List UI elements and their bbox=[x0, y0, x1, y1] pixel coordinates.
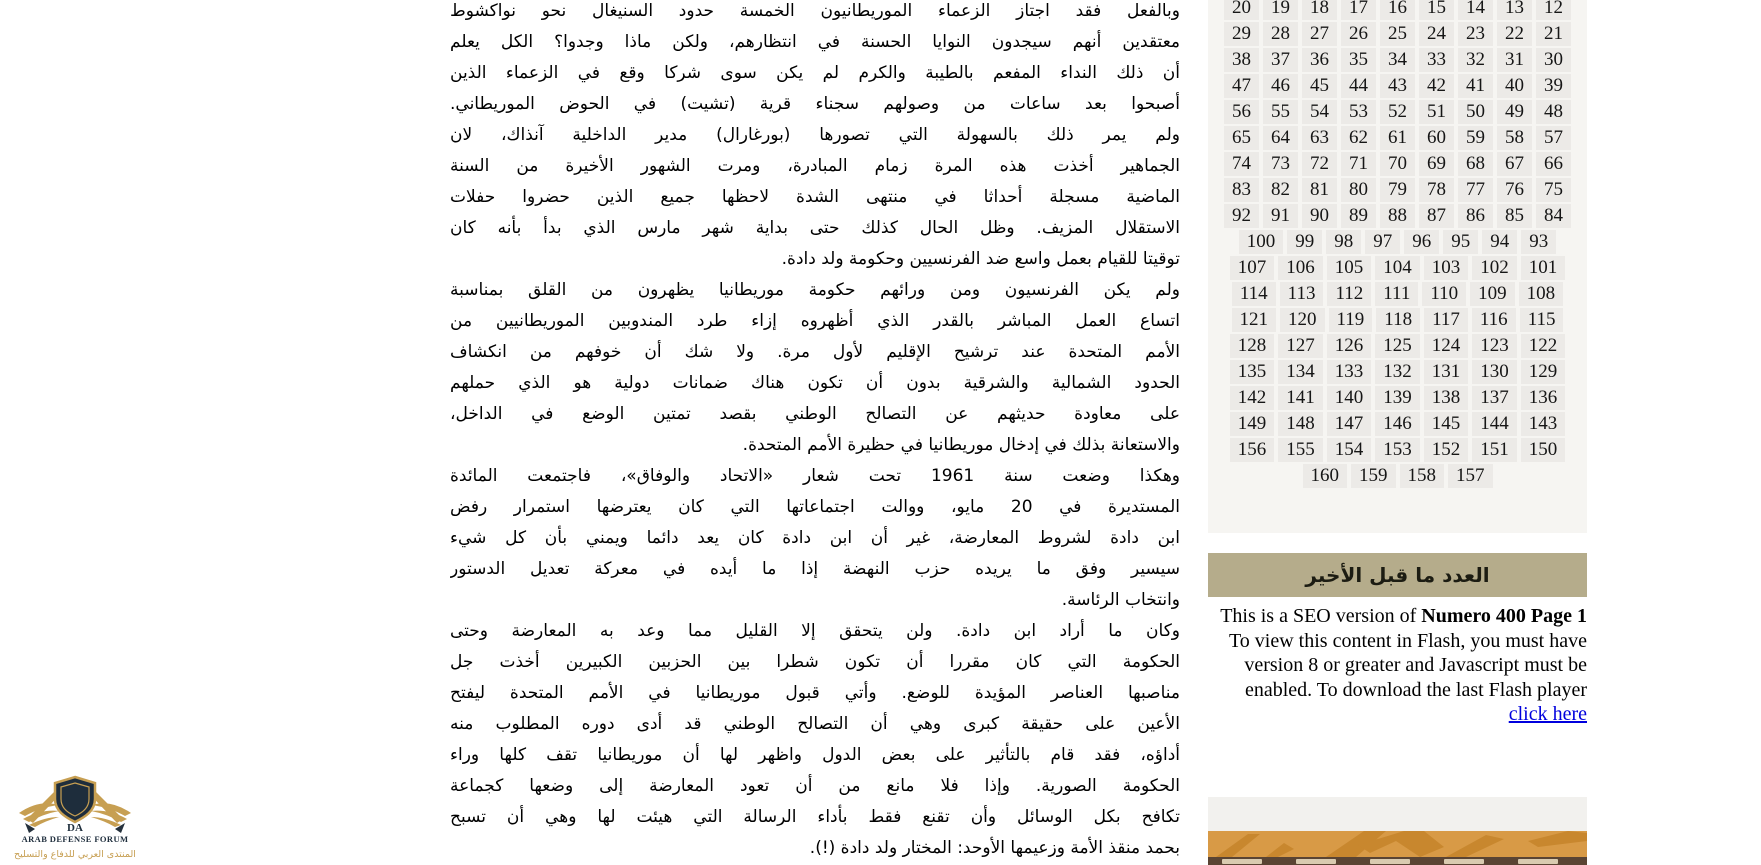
page-link[interactable]: 88 bbox=[1380, 204, 1415, 228]
page-link[interactable]: 60 bbox=[1419, 126, 1454, 150]
article-line: الأمم المتحدة عند ترشيح الإقليم لأول مرة. ولا شك أن خوفهم من انكشاف bbox=[450, 342, 1180, 362]
page-link[interactable]: 107 bbox=[1230, 256, 1275, 280]
page-link[interactable]: 19 bbox=[1263, 0, 1298, 20]
page-link[interactable]: 121 bbox=[1232, 308, 1277, 332]
article-line: الجماهير أخذت هذه المرة زمام المبادرة، ومرت الشهور الأخيرة من السنة bbox=[450, 156, 1180, 176]
page-link[interactable]: 115 bbox=[1520, 308, 1564, 332]
article-line: تكافح بكل الوسائل وأن تقنع فقط بأداء الرسالة التي هيئت لها وهي أن تسبح bbox=[450, 807, 1180, 827]
page-link[interactable]: 53 bbox=[1341, 100, 1376, 124]
page-link[interactable]: 47 bbox=[1224, 74, 1259, 98]
page-link[interactable]: 124 bbox=[1424, 334, 1469, 358]
page-link[interactable]: 57 bbox=[1536, 126, 1571, 150]
issue-thumbnail[interactable] bbox=[1208, 797, 1587, 865]
issue-header-bar bbox=[1208, 553, 1587, 597]
logo-monogram: DA bbox=[67, 822, 83, 834]
page-link[interactable]: 67 bbox=[1497, 152, 1532, 176]
page-link[interactable]: 156 bbox=[1230, 438, 1275, 462]
page-link[interactable]: 101 bbox=[1521, 256, 1566, 280]
page-link[interactable]: 66 bbox=[1536, 152, 1571, 176]
page-link[interactable]: 77 bbox=[1458, 178, 1493, 202]
page-link[interactable]: 15 bbox=[1419, 0, 1454, 20]
pagination-row bbox=[1208, 177, 1587, 203]
issue-header-label: العدد ما قبل الأخير bbox=[1305, 563, 1490, 587]
page-link[interactable]: 75 bbox=[1536, 178, 1571, 202]
document-title: Numero 400 Page 1 bbox=[1421, 605, 1587, 627]
page-link[interactable]: 143 bbox=[1521, 412, 1566, 436]
page-link[interactable]: 44 bbox=[1341, 74, 1376, 98]
thumbnail-top-strip bbox=[1208, 797, 1587, 831]
pagination-row bbox=[1208, 437, 1587, 463]
article-line: أداؤه، فقد قام بالتأثير على بعض الدول واظهر لها أن موريطانيا تقف كلها وراء bbox=[450, 745, 1180, 765]
article-line: الحكومة الصورية. وإذا فلا مانع من أن تعود المعارضة إلى وضعها كجماعة bbox=[450, 776, 1180, 796]
page-link[interactable]: 21 bbox=[1536, 22, 1571, 46]
flash-text: To view this content in Flash, you must have version 8 or greater and Javascript must be enabled. To download the last Flash player bbox=[1228, 629, 1587, 701]
page-link[interactable]: 25 bbox=[1380, 22, 1415, 46]
article-line: مناصبها العناصر المؤيدة للوضع. وأتي قبول موريطانيا في الأمم المتحدة ليفتح bbox=[450, 683, 1180, 703]
page-link[interactable]: 126 bbox=[1327, 334, 1372, 358]
article-line: الأعين على حقيقة كبرى وهي أن التصالح الوطني قد أدى دوره المطلوب منه bbox=[450, 714, 1180, 734]
page-link[interactable]: 27 bbox=[1302, 22, 1337, 46]
article-line: معتقدين أنهم سيجدون النوايا الحسنة في انتظارهم، ولكن ماذا وجدوا؟ الكل يعلم bbox=[450, 32, 1180, 52]
page-link[interactable]: 90 bbox=[1302, 204, 1337, 228]
page-link[interactable]: 136 bbox=[1521, 386, 1566, 410]
page-link[interactable]: 38 bbox=[1224, 48, 1259, 72]
article-line: ولم يمر ذلك بالسهولة التي تصورها (بورغارال) مدير الداخلية آنذاك، لان bbox=[450, 125, 1180, 145]
page-link[interactable]: 128 bbox=[1230, 334, 1275, 358]
article-line: المستديرة في 20 مايو، ووالت اجتماعاتها التي كان يعترضها استمرار رفض bbox=[450, 497, 1180, 517]
page-link[interactable]: 84 bbox=[1536, 204, 1571, 228]
page-link[interactable]: 39 bbox=[1536, 74, 1571, 98]
pagination-row bbox=[1208, 411, 1587, 437]
page-link[interactable]: 152 bbox=[1424, 438, 1469, 462]
article-line: توقيتا للقيام بعمل واسع ضد الفرنسيين وحكومة ولد دادة. bbox=[781, 249, 1180, 269]
page-link[interactable]: 32 bbox=[1458, 48, 1493, 72]
pagination-row bbox=[1208, 307, 1587, 333]
article-line: ابن دادة لشروط المعارضة، غير أن ابن دادة كان يعد دائما ويمني بأن كل شيء bbox=[450, 528, 1180, 548]
page-link[interactable]: 155 bbox=[1278, 438, 1323, 462]
page-link[interactable]: 159 bbox=[1351, 464, 1396, 488]
article-line: سيسير وفق ما يريده حزب النهضة إذا ما أيده في معركة تعديل الدستور bbox=[450, 559, 1180, 579]
page-link[interactable]: 138 bbox=[1424, 386, 1469, 410]
page-link[interactable]: 40 bbox=[1497, 74, 1532, 98]
page-link[interactable]: 140 bbox=[1327, 386, 1372, 410]
page-link[interactable]: 82 bbox=[1263, 178, 1298, 202]
article-line: ولم يكن الفرنسيون ومن ورائهم حكومة موريطانيا يظهرون من القلق بمناسبة bbox=[450, 280, 1180, 300]
page-link[interactable]: 149 bbox=[1230, 412, 1275, 436]
page-link[interactable]: 94 bbox=[1482, 230, 1517, 254]
page-link[interactable]: 160 bbox=[1303, 464, 1348, 488]
page-link[interactable]: 146 bbox=[1375, 412, 1420, 436]
pagination-row bbox=[1208, 0, 1587, 21]
pagination-row bbox=[1208, 73, 1587, 99]
page-link[interactable]: 18 bbox=[1302, 0, 1337, 20]
flash-download-link[interactable]: click here bbox=[1508, 703, 1587, 725]
page-link[interactable]: 72 bbox=[1302, 152, 1337, 176]
page-link[interactable]: 36 bbox=[1302, 48, 1337, 72]
page-link[interactable]: 91 bbox=[1263, 204, 1298, 228]
page-link[interactable]: 132 bbox=[1375, 360, 1420, 384]
page-link[interactable]: 154 bbox=[1327, 438, 1372, 462]
page-link[interactable]: 108 bbox=[1519, 282, 1564, 306]
pagination-row bbox=[1208, 333, 1587, 359]
article-line: اتساع العمل المباشر بالقدر الذي أظهروه إزاء طرد المندوبين الموريطانيين من bbox=[450, 311, 1180, 331]
page-link[interactable]: 50 bbox=[1458, 100, 1493, 124]
page-link[interactable]: 28 bbox=[1263, 22, 1298, 46]
page-link[interactable]: 114 bbox=[1232, 282, 1276, 306]
arab-defense-forum-logo bbox=[13, 773, 137, 865]
page-link[interactable]: 63 bbox=[1302, 126, 1337, 150]
article-line: الحكومة التي كان مقررا أن تكون شطرا بين الحزبين الكبيرين أخذت جل bbox=[450, 652, 1180, 672]
article-line: وكان ما أراد ابن دادة. ولن يتحقق إلا القليل مما وعد به المعارضة وحتى bbox=[450, 621, 1180, 641]
page-link[interactable]: 111 bbox=[1375, 282, 1418, 306]
page-link[interactable]: 81 bbox=[1302, 178, 1337, 202]
pagination-row bbox=[1208, 385, 1587, 411]
page-link[interactable]: 58 bbox=[1497, 126, 1532, 150]
page-link[interactable]: 125 bbox=[1375, 334, 1420, 358]
page-link[interactable]: 104 bbox=[1375, 256, 1420, 280]
article-line: أن ذلك النداء المفعم بالطيبة والكرم لم يكن سوى شركا وقع في الزعماء الذين bbox=[450, 63, 1180, 83]
page-link[interactable]: 29 bbox=[1224, 22, 1259, 46]
seo-version-text bbox=[1208, 604, 1587, 629]
page-link[interactable]: 141 bbox=[1278, 386, 1323, 410]
page-link[interactable]: 56 bbox=[1224, 100, 1259, 124]
pagination-row bbox=[1208, 281, 1587, 307]
page-link[interactable]: 110 bbox=[1422, 282, 1466, 306]
page-link[interactable]: 100 bbox=[1239, 230, 1284, 254]
pagination-row bbox=[1208, 47, 1587, 73]
page-link[interactable]: 68 bbox=[1458, 152, 1493, 176]
pagination-row bbox=[1208, 151, 1587, 177]
pagination-row bbox=[1208, 229, 1587, 255]
page-link[interactable]: 99 bbox=[1287, 230, 1322, 254]
page-link[interactable]: 113 bbox=[1280, 282, 1324, 306]
page-link[interactable]: 133 bbox=[1327, 360, 1372, 384]
page-link[interactable]: 97 bbox=[1365, 230, 1400, 254]
page-link[interactable]: 106 bbox=[1278, 256, 1323, 280]
page-link[interactable]: 86 bbox=[1458, 204, 1493, 228]
page-link[interactable]: 151 bbox=[1472, 438, 1517, 462]
shield-icon bbox=[55, 777, 95, 822]
page-link[interactable]: 17 bbox=[1341, 0, 1376, 20]
page-link[interactable]: 139 bbox=[1375, 386, 1420, 410]
page-link[interactable]: 137 bbox=[1472, 386, 1517, 410]
seo-note bbox=[1208, 604, 1587, 727]
page-link[interactable]: 78 bbox=[1419, 178, 1454, 202]
page-link[interactable]: 127 bbox=[1278, 334, 1323, 358]
article-line: على معاودة حديثهم عن التصالح الوطني بقصد تمتين الوضع في الداخل، bbox=[450, 404, 1180, 424]
page-link[interactable]: 122 bbox=[1521, 334, 1566, 358]
article-line: الماضية مسجلة أحداثا في منتهى الشدة لاحظها جميع الذين حضروا حفلات bbox=[450, 187, 1180, 207]
page-link[interactable]: 74 bbox=[1224, 152, 1259, 176]
page-link[interactable]: 13 bbox=[1497, 0, 1532, 20]
page-link[interactable]: 49 bbox=[1497, 100, 1532, 124]
page-link[interactable]: 119 bbox=[1329, 308, 1373, 332]
page-link[interactable]: 54 bbox=[1302, 100, 1337, 124]
page-link[interactable]: 52 bbox=[1380, 100, 1415, 124]
article-line: بحمد منقذ الأمة وزعيمها الأوحد: المختار ولد دادة (!). bbox=[809, 838, 1180, 858]
page-link[interactable]: 135 bbox=[1230, 360, 1275, 384]
pagination-row bbox=[1208, 463, 1587, 489]
page-link[interactable]: 22 bbox=[1497, 22, 1532, 46]
page-link[interactable]: 69 bbox=[1419, 152, 1454, 176]
logo-title-en: ARAB DEFENSE FORUM bbox=[21, 834, 129, 844]
article-line: وانتخاب الرئاسة. bbox=[1061, 590, 1180, 610]
page-link[interactable]: 12 bbox=[1536, 0, 1571, 20]
page-link[interactable]: 109 bbox=[1470, 282, 1515, 306]
page-link[interactable]: 120 bbox=[1280, 308, 1325, 332]
page-link[interactable]: 51 bbox=[1419, 100, 1454, 124]
page-link[interactable]: 31 bbox=[1497, 48, 1532, 72]
article-line: الحدود الشمالية والشرقية بدون أن تكون هناك ضمانات دولية هو الذي حملهم bbox=[450, 373, 1180, 393]
pagination-row bbox=[1208, 125, 1587, 151]
page-link[interactable]: 33 bbox=[1419, 48, 1454, 72]
page-link[interactable]: 98 bbox=[1326, 230, 1361, 254]
page-link[interactable]: 103 bbox=[1424, 256, 1469, 280]
page-link[interactable]: 147 bbox=[1327, 412, 1372, 436]
page-link[interactable]: 45 bbox=[1302, 74, 1337, 98]
page-link[interactable]: 26 bbox=[1341, 22, 1376, 46]
page-link[interactable]: 41 bbox=[1458, 74, 1493, 98]
page-link[interactable]: 144 bbox=[1472, 412, 1517, 436]
page-link[interactable]: 34 bbox=[1380, 48, 1415, 72]
thumbnail-cover-art bbox=[1208, 831, 1587, 865]
page-link[interactable]: 43 bbox=[1380, 74, 1415, 98]
seo-intro: This is a SEO version of bbox=[1220, 605, 1422, 627]
pagination-row bbox=[1208, 21, 1587, 47]
page-link[interactable]: 158 bbox=[1400, 464, 1445, 488]
page-link[interactable]: 76 bbox=[1497, 178, 1532, 202]
page-link[interactable]: 71 bbox=[1341, 152, 1376, 176]
pagination-row bbox=[1208, 359, 1587, 385]
page-link[interactable]: 92 bbox=[1224, 204, 1259, 228]
page-link[interactable]: 118 bbox=[1376, 308, 1420, 332]
page-link[interactable]: 129 bbox=[1521, 360, 1566, 384]
article-text bbox=[450, 0, 1180, 864]
page-link[interactable]: 142 bbox=[1230, 386, 1275, 410]
page-link[interactable]: 73 bbox=[1263, 152, 1298, 176]
page-link[interactable]: 87 bbox=[1419, 204, 1454, 228]
page-link[interactable]: 30 bbox=[1536, 48, 1571, 72]
logo-title-ar: المنتدى العربي للدفاع والتسليح bbox=[14, 849, 136, 860]
pagination-row bbox=[1208, 203, 1587, 229]
page-link[interactable]: 64 bbox=[1263, 126, 1298, 150]
page-link[interactable]: 61 bbox=[1380, 126, 1415, 150]
page-link[interactable]: 145 bbox=[1424, 412, 1469, 436]
page-link[interactable]: 79 bbox=[1380, 178, 1415, 202]
page-link[interactable]: 134 bbox=[1278, 360, 1323, 384]
pagination-row bbox=[1208, 99, 1587, 125]
page-link[interactable]: 83 bbox=[1224, 178, 1259, 202]
page-link[interactable]: 62 bbox=[1341, 126, 1376, 150]
page-link[interactable]: 95 bbox=[1443, 230, 1478, 254]
page-link[interactable]: 24 bbox=[1419, 22, 1454, 46]
page-link[interactable]: 85 bbox=[1497, 204, 1532, 228]
page-link[interactable]: 46 bbox=[1263, 74, 1298, 98]
page-link[interactable]: 80 bbox=[1341, 178, 1376, 202]
page-link[interactable]: 59 bbox=[1458, 126, 1493, 150]
page-link[interactable]: 37 bbox=[1263, 48, 1298, 72]
page-link[interactable]: 157 bbox=[1448, 464, 1493, 488]
page-link[interactable]: 55 bbox=[1263, 100, 1298, 124]
page-link[interactable]: 65 bbox=[1224, 126, 1259, 150]
article-line: وبالفعل فقد اجتاز الزعماء الموريطانيون الخمسة حدود السنيغال نحو نواكشوط bbox=[450, 1, 1180, 21]
page-link[interactable]: 96 bbox=[1404, 230, 1439, 254]
page-link[interactable]: 123 bbox=[1472, 334, 1517, 358]
article-line: الاستقلال المزيف. وظل الحال كذلك حتى بداية شهر مارس الذي بدأ بأنه كان bbox=[450, 218, 1180, 238]
page-link[interactable]: 148 bbox=[1278, 412, 1323, 436]
page-link[interactable]: 105 bbox=[1327, 256, 1372, 280]
page-link[interactable]: 116 bbox=[1472, 308, 1516, 332]
page-link[interactable]: 35 bbox=[1341, 48, 1376, 72]
page-link[interactable]: 23 bbox=[1458, 22, 1493, 46]
article-line: والاستعانة بذلك في إدخال موريطانيا في حظيرة الأمم المتحدة. bbox=[742, 435, 1180, 455]
flash-requirement-text bbox=[1208, 629, 1587, 727]
page-link[interactable]: 130 bbox=[1472, 360, 1517, 384]
page-link[interactable]: 93 bbox=[1521, 230, 1556, 254]
page-link[interactable]: 153 bbox=[1375, 438, 1420, 462]
page-link[interactable]: 42 bbox=[1419, 74, 1454, 98]
page-link[interactable]: 16 bbox=[1380, 0, 1415, 20]
page-link[interactable]: 20 bbox=[1224, 0, 1259, 20]
page-link[interactable]: 102 bbox=[1472, 256, 1517, 280]
article-line: أصبحوا بعد ساعات من وصولهم سجناء قرية (تشيت) في الحوض الموريطاني. bbox=[450, 94, 1180, 114]
pagination-row bbox=[1208, 255, 1587, 281]
page-link[interactable]: 117 bbox=[1424, 308, 1468, 332]
page-link[interactable]: 89 bbox=[1341, 204, 1376, 228]
page-link[interactable]: 48 bbox=[1536, 100, 1571, 124]
page-link[interactable]: 112 bbox=[1327, 282, 1371, 306]
page-link[interactable]: 131 bbox=[1424, 360, 1469, 384]
pagination-grid bbox=[1208, 0, 1587, 533]
page-link[interactable]: 70 bbox=[1380, 152, 1415, 176]
page-link[interactable]: 14 bbox=[1458, 0, 1493, 20]
page-link[interactable]: 150 bbox=[1521, 438, 1566, 462]
article-line: وهكذا وضعت سنة 1961 تحت شعار «الاتحاد والوفاق»، فاجتمعت المائدة bbox=[450, 466, 1180, 486]
